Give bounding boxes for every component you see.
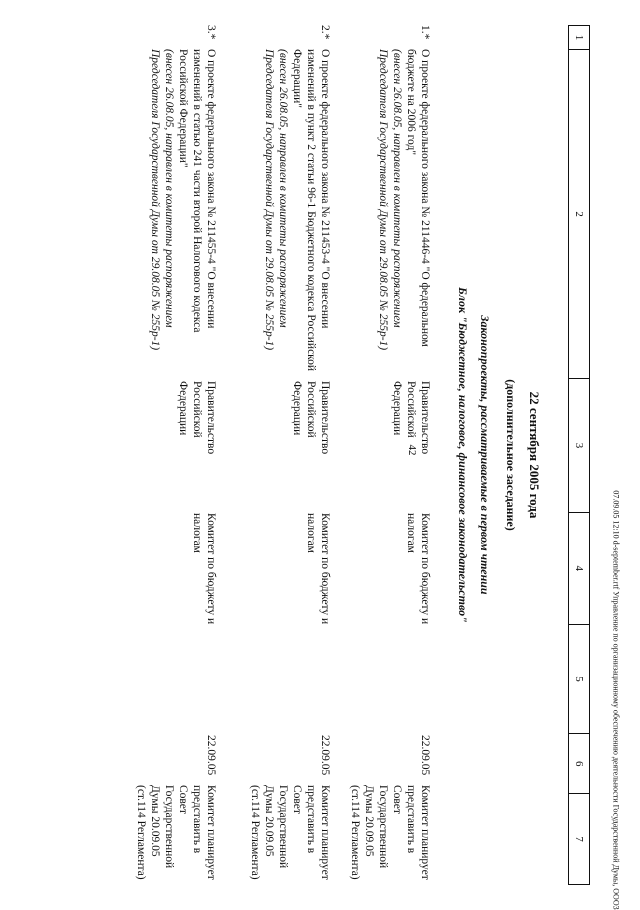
bill-date: 22.09.05	[419, 735, 431, 776]
bill-plan: Комитет планирует представить в Совет Государственной Думы 20.09.05 (ст.114 Регламента)	[349, 785, 431, 880]
row-title	[376, 49, 432, 379]
category-heading: Законопроекты, рассматриваемые в первом чтении	[478, 315, 492, 595]
session-type: (дополнительное заседание)	[504, 379, 518, 531]
bill-title: О проекте федерального закона № 211455-4 "О внесении изменений в статью 241 части второй Налогового кодекса Российской Федерации"	[177, 49, 217, 333]
bill-plan: Комитет планирует представить в Совет Государственной Думы 20.09.05 (ст.114 Регламента)	[135, 785, 217, 880]
column-header-3: 3	[569, 379, 589, 513]
column-header-row	[568, 25, 590, 885]
row-number: 1.*	[419, 25, 431, 40]
column-header-4: 4	[569, 513, 589, 625]
page-number: 42	[406, 444, 418, 456]
bill-title: О проекте федерального закона № 211453-4 "О внесении изменений в пункт 2 статьи 96-1 Бюджетного кодекса Российской Федерации"	[291, 49, 331, 372]
bill-plan: Комитет планирует представить в Совет Государственной Думы 20.09.05 (ст.114 Регламента)	[249, 785, 331, 880]
footer: 07.09.05 12:10 d-september.rtf Управление по организационному обеспечению деятельности Государственной Думы, ООО3	[611, 490, 621, 910]
row-title	[148, 49, 218, 379]
document-sheet	[30, 25, 590, 885]
bill-note: (внесен 26.08.05, направлен в комитеты распоряжением Председателя Государственной Думы от 29.08.05 № 255р-1)	[263, 49, 289, 351]
bill-initiator: Правительство Российской Федерации	[177, 381, 217, 455]
row-title	[262, 49, 332, 379]
bill-committee: Комитет по бюджету и налогам	[305, 513, 331, 625]
bill-committee: Комитет по бюджету и налогам	[405, 513, 431, 625]
block-heading: Блок "Бюджетное, налоговое, финансовое законодательство"	[456, 287, 470, 623]
bill-date: 22.09.05	[319, 735, 331, 776]
bill-initiator: Правительство Российской Федерации	[291, 381, 331, 455]
bill-note: (внесен 26.08.05, направлен в комитеты распоряжением Председателя Государственной Думы от 29.08.05 № 255р-1)	[377, 49, 403, 351]
session-date: 22 сентября 2005 года	[527, 391, 542, 519]
column-header-7: 7	[573, 836, 585, 842]
column-header-1: 1	[569, 26, 589, 50]
row-number: 3.*	[205, 25, 217, 40]
column-header-2: 2	[569, 50, 589, 379]
column-header-6: 6	[569, 734, 589, 794]
column-header-5: 5	[569, 625, 589, 735]
row-number: 2.*	[319, 25, 331, 40]
bill-date: 22.09.05	[205, 735, 217, 776]
bill-initiator: Правительство Российской Федерации	[391, 381, 431, 455]
bill-title: О проекте федерального закона № 211446-4 "О федеральном бюджете на 2006 год"	[405, 49, 431, 347]
bill-committee: Комитет по бюджету и налогам	[191, 513, 217, 625]
bill-note: (внесен 26.08.05, направлен в комитеты распоряжением Председателя Государственной Думы от 29.08.05 № 255р-1)	[149, 49, 175, 351]
